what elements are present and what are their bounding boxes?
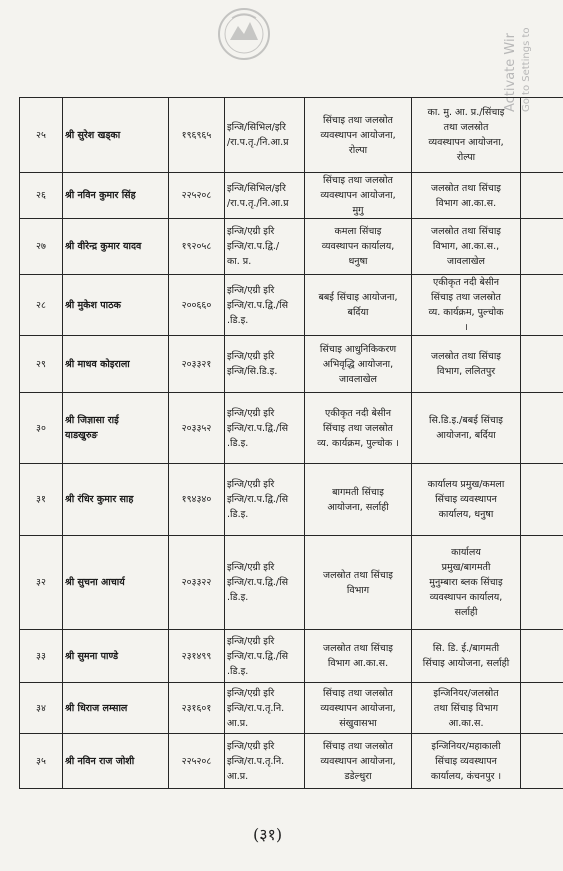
new-office-text: जलस्रोत तथा सिंचाइ विभाग आ.का.स. xyxy=(431,182,501,209)
employee-code-text: २०३३५२ xyxy=(181,422,212,434)
remarks-cell xyxy=(521,275,563,336)
remarks-cell xyxy=(521,219,563,275)
serial-number-cell xyxy=(20,173,63,219)
current-office-text: जलस्रोत तथा सिंचाइ विभाग xyxy=(323,569,393,596)
new-office-text: सि. डि. ई./बागमती सिंचाइ आयोजना, सर्लाही xyxy=(422,643,510,669)
employee-name-cell xyxy=(63,173,169,219)
employee-code-text: १९२०५८ xyxy=(181,241,212,252)
new-office-text: कार्यालय प्रमुख/कमला सिंचाइ व्यवस्थापन कार्यालय, धनुषा xyxy=(427,479,505,520)
table-row xyxy=(20,275,563,336)
employee-code-cell xyxy=(169,630,225,683)
current-office-cell xyxy=(305,275,412,336)
serial-number-cell xyxy=(20,336,63,393)
current-office-text: जलस्रोत तथा सिंचाइ विभाग आ.का.स. xyxy=(323,643,393,669)
employee-code-cell xyxy=(169,173,225,219)
employee-code-cell xyxy=(169,98,225,173)
remarks-cell xyxy=(521,464,563,536)
designation-text: इन्जि/एग्री इरि इन्जि/रा.प.द्वि./सि .डि.इ. xyxy=(227,635,289,677)
employee-code-text: २०३३२१ xyxy=(181,358,212,370)
current-office-text: सिंचाइ तथा जलस्रोत व्यवस्थापन आयोजना, मुगु xyxy=(320,175,396,216)
designation-text: इन्जि/एग्री इरि इन्जि/सि.डि.इ. xyxy=(227,351,278,377)
serial-number-text: ३१ xyxy=(36,494,46,505)
designation-text: इन्जि/सिभिल/इरि /रा.प.तृ./नि.आ.प्र xyxy=(227,182,289,209)
remarks-cell xyxy=(521,173,563,219)
designation-cell xyxy=(225,536,305,630)
serial-number-cell xyxy=(20,630,63,683)
serial-number-text: ३० xyxy=(36,422,46,434)
new-office-cell xyxy=(412,464,521,536)
remarks-cell xyxy=(521,98,563,173)
employee-name-text: श्री नविन राज जोशी xyxy=(65,755,135,767)
new-office-cell xyxy=(412,536,521,630)
current-office-cell xyxy=(305,734,412,789)
current-office-text: सिंचाइ आधुनिकिकरण अभिवृद्धि आयोजना, जावलाखेल xyxy=(319,343,397,385)
table-row xyxy=(20,464,563,536)
watermark-line-2: Go to Settings to xyxy=(521,27,532,112)
activate-windows-watermark xyxy=(493,2,563,112)
current-office-text: बबई सिंचाइ आयोजना, बर्दिया xyxy=(318,292,398,318)
employee-name-cell xyxy=(63,630,169,683)
serial-number-text: ३३ xyxy=(36,650,46,662)
employee-code-text: २०३३२२ xyxy=(181,577,212,588)
new-office-text: इन्जिनियर/जलस्रोत तथा सिंचाइ विभाग आ.का.स. xyxy=(433,687,499,729)
current-office-cell xyxy=(305,464,412,536)
employee-code-text: २३१४९९ xyxy=(181,650,212,662)
page-number: (३१) xyxy=(253,825,283,844)
employee-code-text: १९६९६५ xyxy=(181,129,212,141)
new-office-text: इन्जिनियर/महाकाली सिंचाइ व्यवस्थापन कार्यालय, कंचनपुर । xyxy=(430,740,502,782)
table-row xyxy=(20,173,563,219)
employee-code-cell xyxy=(169,464,225,536)
employee-name-cell xyxy=(63,336,169,393)
designation-cell xyxy=(225,464,305,536)
designation-text: इन्जि/एग्री इरि इन्जि/रा.प.तृ.नि. आ.प्र. xyxy=(227,740,285,782)
remarks-cell xyxy=(521,393,563,464)
serial-number-text: ३२ xyxy=(36,577,46,588)
new-office-cell xyxy=(412,630,521,683)
new-office-cell xyxy=(412,683,521,734)
designation-cell xyxy=(225,393,305,464)
designation-text: इन्जि/एग्री इरि इन्जि/रा.प.द्वि./सि .डि.इ. xyxy=(227,562,289,603)
current-office-cell xyxy=(305,630,412,683)
designation-text: इन्जि/एग्री इरि इन्जि/रा.प.द्वि./सि .डि.इ. xyxy=(227,407,289,449)
designation-cell xyxy=(225,275,305,336)
new-office-cell xyxy=(412,98,521,173)
serial-number-cell xyxy=(20,219,63,275)
new-office-text: एकीकृत नदी बेसीन सिंचाइ तथा जलस्रोत व्य. कार्यक्रम, पुल्चोक । xyxy=(428,277,504,333)
designation-text: इन्जि/एग्री इरि इन्जि/रा.प.द्वि./ का. प्र. xyxy=(227,226,280,267)
designation-text: इन्जि/एग्री इरि इन्जि/रा.प.द्वि./सि .डि.इ. xyxy=(227,284,289,326)
serial-number-cell xyxy=(20,393,63,464)
table-row xyxy=(20,683,563,734)
current-office-text: सिंचाइ तथा जलस्रोत व्यवस्थापन आयोजना, डडेल्धुरा xyxy=(320,740,396,782)
government-seal xyxy=(178,6,308,86)
serial-number-text: ३४ xyxy=(36,702,46,714)
employee-name-text: श्री रंधिर कुमार साह xyxy=(65,494,134,505)
employee-code-text: २२५२०८ xyxy=(181,755,212,767)
serial-number-text: २७ xyxy=(36,241,46,252)
new-office-text: का. मु. आ. प्र./सिंचाइ तथा जलस्रोत व्यवस्थापन आयोजना, रोल्पा xyxy=(427,107,505,163)
employee-name-text: श्री सुचना आचार्य xyxy=(65,577,125,588)
current-office-cell xyxy=(305,219,412,275)
new-office-cell xyxy=(412,219,521,275)
employee-name-text: श्री माधव कोइराला xyxy=(65,358,130,370)
serial-number-text: ३५ xyxy=(36,755,46,767)
employee-code-cell xyxy=(169,536,225,630)
current-office-text: सिंचाइ तथा जलस्रोत व्यवस्थापन आयोजना, संखुवासभा xyxy=(320,687,396,729)
employee-name-cell xyxy=(63,683,169,734)
employee-code-cell xyxy=(169,219,225,275)
current-office-cell xyxy=(305,393,412,464)
employee-code-text: २२५२०८ xyxy=(181,190,212,201)
new-office-cell xyxy=(412,393,521,464)
employee-code-text: २३१६०१ xyxy=(181,702,212,714)
employee-code-cell xyxy=(169,393,225,464)
employee-code-cell xyxy=(169,275,225,336)
employee-name-cell xyxy=(63,219,169,275)
remarks-cell xyxy=(521,683,563,734)
table-row xyxy=(20,536,563,630)
new-office-text: कार्यालय प्रमुख/बागमती मुनुम्बारा ब्लक सिंचाइ व्यवस्थापन कार्यालय, सर्लाही xyxy=(429,547,503,618)
employee-code-text: २००६६० xyxy=(181,299,212,311)
employee-name-cell xyxy=(63,275,169,336)
new-office-text: जलस्रोत तथा सिंचाइ विभाग, ललितपुर xyxy=(431,351,501,377)
designation-cell xyxy=(225,683,305,734)
designation-cell xyxy=(225,336,305,393)
employee-code-text: १९४३४० xyxy=(181,494,212,505)
new-office-text: सि.डि.इ./बबई सिंचाइ आयोजना, बर्दिया xyxy=(429,415,503,441)
designation-text: इन्जि/सिभिल/इरि /रा.प.तृ./नि.आ.प्र xyxy=(227,122,289,148)
remarks-cell xyxy=(521,734,563,789)
current-office-text: बागमती सिंचाइ आयोजना, सर्लाही xyxy=(327,486,389,513)
seal-emblem-icon xyxy=(178,6,308,86)
new-office-cell xyxy=(412,173,521,219)
current-office-text: एकीकृत नदी बेसीन सिंचाइ तथा जलस्रोत व्य. कार्यक्रम, पुल्चोक । xyxy=(317,407,399,449)
current-office-text: सिंचाइ तथा जलस्रोत व्यवस्थापन आयोजना, रोल्पा xyxy=(320,114,396,156)
table-row xyxy=(20,393,563,464)
new-office-cell xyxy=(412,275,521,336)
watermark-line-1: Activate Wir xyxy=(503,33,518,112)
new-office-cell xyxy=(412,336,521,393)
serial-number-text: २६ xyxy=(36,190,46,201)
current-office-cell xyxy=(305,536,412,630)
current-office-cell xyxy=(305,336,412,393)
employee-name-text: श्री वीरेन्द्र कुमार यादव xyxy=(65,241,142,252)
table-row xyxy=(20,630,563,683)
serial-number-text: २५ xyxy=(36,129,46,141)
designation-cell xyxy=(225,734,305,789)
employee-name-cell xyxy=(63,393,169,464)
employee-name-text: श्री नविन कुमार सिंह xyxy=(65,190,136,201)
designation-text: इन्जि/एग्री इरि इन्जि/रा.प.तृ.नि. आ.प्र. xyxy=(227,687,285,729)
serial-number-cell xyxy=(20,734,63,789)
table-body xyxy=(20,98,563,789)
employee-name-cell xyxy=(63,536,169,630)
designation-cell xyxy=(225,173,305,219)
serial-number-cell xyxy=(20,683,63,734)
employee-code-cell xyxy=(169,683,225,734)
table-row xyxy=(20,734,563,789)
serial-number-cell xyxy=(20,536,63,630)
current-office-cell xyxy=(305,98,412,173)
current-office-cell xyxy=(305,683,412,734)
table-row xyxy=(20,219,563,275)
remarks-cell xyxy=(521,536,563,630)
serial-number-cell xyxy=(20,464,63,536)
serial-number-cell xyxy=(20,275,63,336)
employee-code-cell xyxy=(169,734,225,789)
designation-cell xyxy=(225,630,305,683)
designation-text: इन्जि/एग्री इरि इन्जि/रा.प.द्वि./सि .डि.इ. xyxy=(227,479,289,520)
employee-name-text: श्री मुकेश पाठक xyxy=(65,299,121,311)
remarks-cell xyxy=(521,630,563,683)
employee-name-cell xyxy=(63,98,169,173)
transfer-table xyxy=(19,97,563,789)
employee-name-text: श्री सुमना पाण्डे xyxy=(65,650,119,662)
serial-number-text: २८ xyxy=(36,299,46,311)
serial-number-text: २९ xyxy=(36,358,46,370)
employee-code-cell xyxy=(169,336,225,393)
table-row xyxy=(20,98,563,173)
serial-number-cell xyxy=(20,98,63,173)
designation-cell xyxy=(225,219,305,275)
employee-name-text: श्री सुरेश खड्का xyxy=(65,129,121,141)
employee-name-cell xyxy=(63,464,169,536)
designation-cell xyxy=(225,98,305,173)
table-row xyxy=(20,336,563,393)
new-office-cell xyxy=(412,734,521,789)
current-office-cell xyxy=(305,173,412,219)
employee-name-text: श्री धिराज लम्साल xyxy=(65,702,128,714)
current-office-text: कमला सिंचाइ व्यवस्थापन कार्यालय, धनुषा xyxy=(321,226,395,267)
new-office-text: जलस्रोत तथा सिंचाइ विभाग, आ.का.स., जावलाखेल xyxy=(431,226,501,267)
employee-name-text: श्री जिज्ञासा राई याडखुरुङ xyxy=(65,415,119,441)
employee-name-cell xyxy=(63,734,169,789)
remarks-cell xyxy=(521,336,563,393)
